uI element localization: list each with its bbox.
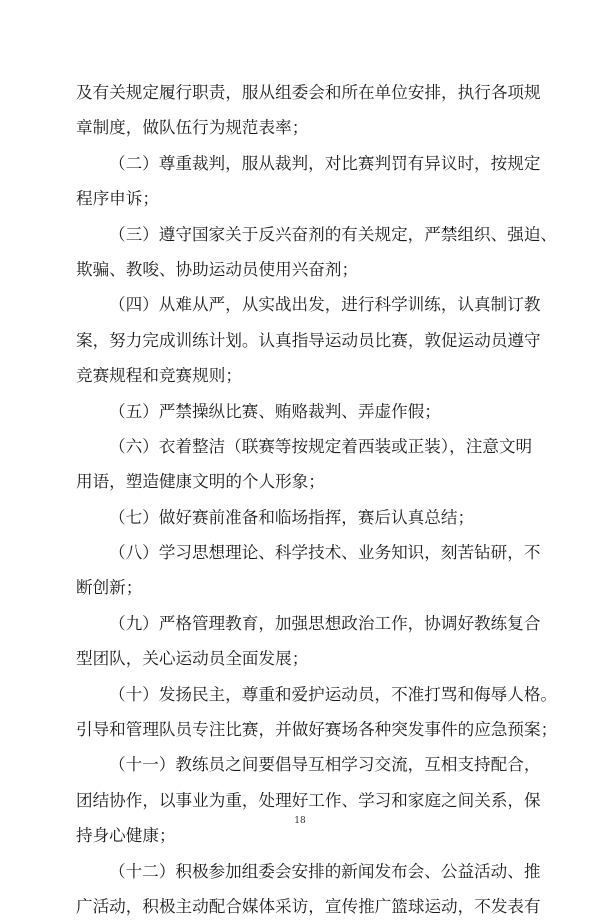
text-line: （六）衣着整洁（联赛等按规定着西装或正装），注意文明 bbox=[109, 436, 533, 456]
page-number: 18 bbox=[294, 816, 306, 826]
text-line: （四）从难从严，从实战出发，进行科学训练，认真制订教 bbox=[109, 295, 541, 315]
text-line: （二）尊重裁判，服从裁判，对比赛判罚有异议时，按规定 bbox=[109, 153, 541, 173]
text-line: 断创新； bbox=[76, 578, 143, 598]
document-body bbox=[76, 75, 558, 924]
text-line: 案，努力完成训练计划。认真指导运动员比赛，敦促运动员遵守 bbox=[76, 330, 541, 350]
text-line: 持身心健康； bbox=[76, 826, 176, 846]
text-line: （三）遵守国家关于反兴奋剂的有关规定，严禁组织、强迫、 bbox=[109, 224, 558, 244]
text-line: （十）发扬民主，尊重和爱护运动员，不准打骂和侮辱人格。 bbox=[109, 684, 558, 704]
text-line: 用语，塑造健康文明的个人形象； bbox=[76, 472, 325, 492]
text-line: 引导和管理队员专注比赛，并做好赛场各种突发事件的应急预案； bbox=[76, 720, 558, 740]
text-line: 及有关规定履行职责，服从组委会和所在单位安排，执行各项规 bbox=[76, 83, 541, 102]
text-line: 程序申诉； bbox=[76, 189, 159, 209]
text-line: 团结协作，以事业为重，处理好工作、学习和家庭之间关系，保 bbox=[76, 790, 541, 810]
text-line: 广活动，积极主动配合媒体采访，宣传推广篮球运动，不发表有 bbox=[76, 896, 541, 916]
text-line: （七）做好赛前准备和临场指挥，赛后认真总结； bbox=[109, 507, 475, 527]
text-line: （十一）教练员之间要倡导互相学习交流，互相支持配合， bbox=[109, 755, 541, 775]
text-line: （八）学习思想理论、科学技术、业务知识，刻苦钻研，不 bbox=[109, 543, 541, 563]
text-line: 章制度，做队伍行为规范表率； bbox=[76, 118, 309, 138]
text-line: （九）严格管理教育，加强思想政治工作，协调好教练复合 bbox=[109, 613, 541, 633]
text-line: 欺骗、教唆、协助运动员使用兴奋剂； bbox=[76, 259, 359, 279]
text-line: （五）严禁操纵比赛、贿赂裁判、弄虚作假； bbox=[109, 401, 441, 421]
text-line: 型团队，关心运动员全面发展； bbox=[76, 649, 309, 669]
text-line: 竞赛规程和竞赛规则； bbox=[76, 366, 242, 386]
text-line: （十二）积极参加组委会安排的新闻发布会、公益活动、推 bbox=[109, 861, 541, 881]
